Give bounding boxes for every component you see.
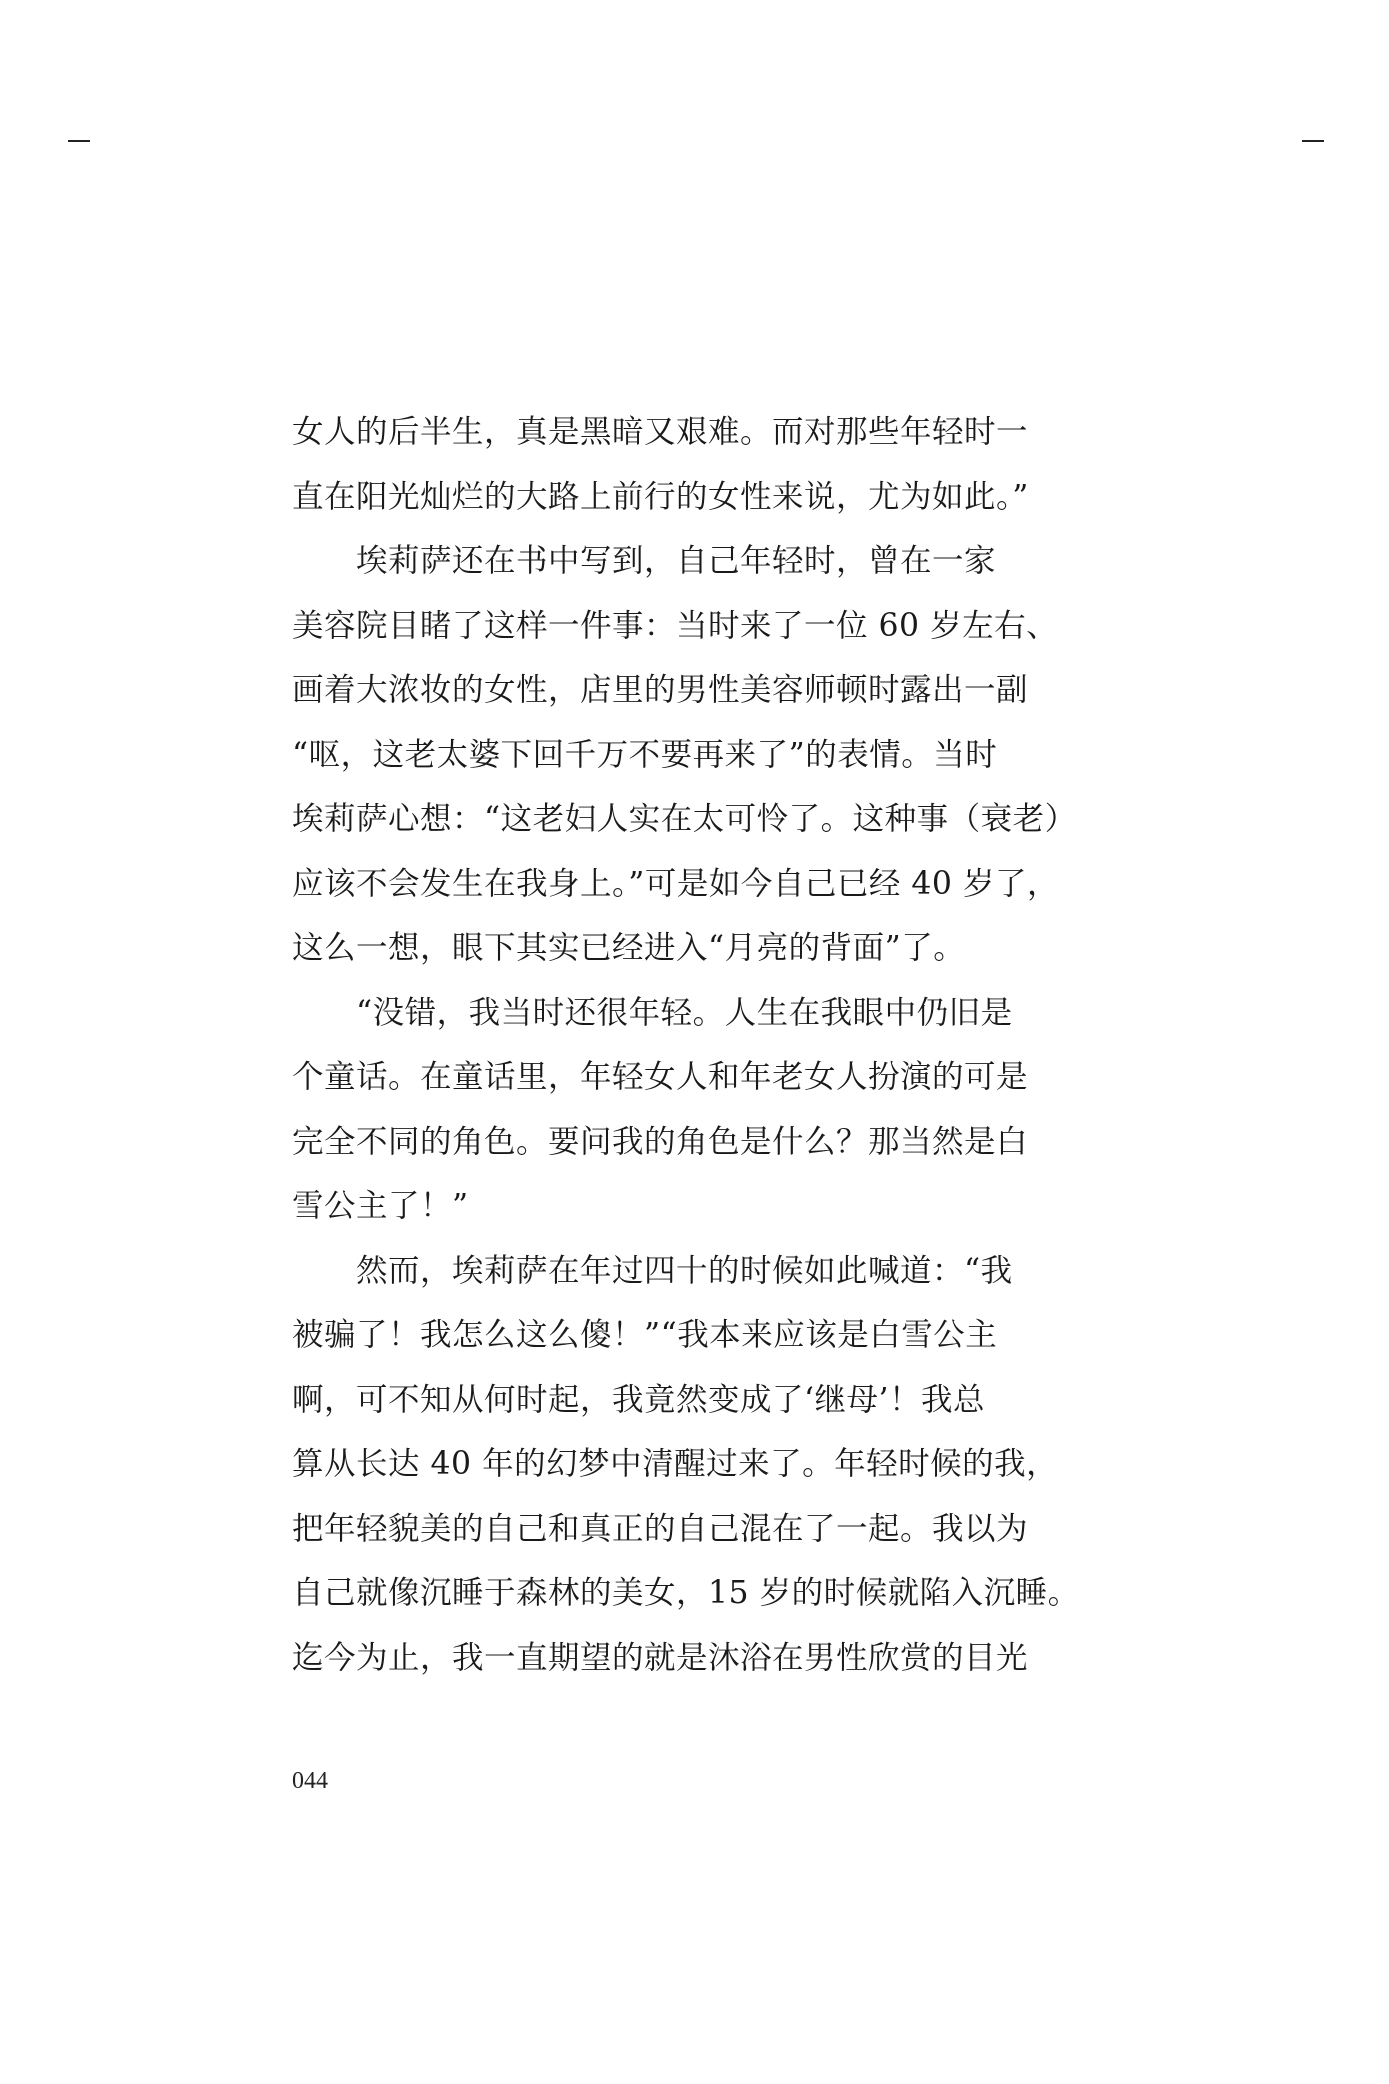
text-line: 埃莉萨心想：“这老妇人实在太可怜了。这种事（衰老） <box>292 801 1077 837</box>
text-line: 自己就像沉睡于森林的美女，15 岁的时候就陷入沉睡。 <box>292 1575 1080 1611</box>
text-line: 应该不会发生在我身上。”可是如今自己已经 40 岁了， <box>292 865 1059 902</box>
text-line: 啊，可不知从何时起，我竟然变成了‘继母’！我总 <box>292 1381 986 1418</box>
text-line: 把年轻貌美的自己和真正的自己混在了一起。我以为 <box>292 1510 1029 1547</box>
text-line: 个童话。在童话里，年轻女人和年老女人扮演的可是 <box>292 1059 1029 1095</box>
text-line: 美容院目睹了这样一件事：当时来了一位 60 岁左右、 <box>292 607 1059 644</box>
text-line: 画着大浓妆的女性，店里的男性美容师顿时露出一副 <box>292 672 1029 708</box>
text-line: 女人的后半生，真是黑暗又艰难。而对那些年轻时一 <box>292 414 1029 450</box>
body-text <box>292 400 1080 1690</box>
text-line: 算从长达 40 年的幻梦中清醒过来了。年轻时候的我， <box>292 1446 1059 1482</box>
text-line: 然而，埃莉萨在年过四十的时候如此喊道：“我 <box>356 1252 1013 1289</box>
text-line: “呕，这老太婆下回千万不要再来了”的表情。当时 <box>292 736 998 773</box>
text-line: 直在阳光灿烂的大路上前行的女性来说，尤为如此。” <box>292 478 1029 515</box>
text-line: 雪公主了！” <box>292 1188 469 1224</box>
text-line: 完全不同的角色。要问我的角色是什么？那当然是白 <box>292 1123 1029 1160</box>
page-number: 044 <box>292 1768 328 1794</box>
text-line: 迄今为止，我一直期望的就是沐浴在男性欣赏的目光 <box>292 1639 1029 1676</box>
text-line: 埃莉萨还在书中写到，自己年轻时，曾在一家 <box>356 543 997 579</box>
text-line: 被骗了！我怎么这么傻！”“我本来应该是白雪公主 <box>292 1317 998 1353</box>
crop-mark-left <box>68 140 90 142</box>
text-line: 这么一想，眼下其实已经进入“月亮的背面”了。 <box>292 930 966 966</box>
text-line: “没错，我当时还很年轻。人生在我眼中仍旧是 <box>356 994 1013 1031</box>
crop-mark-right <box>1302 140 1324 142</box>
